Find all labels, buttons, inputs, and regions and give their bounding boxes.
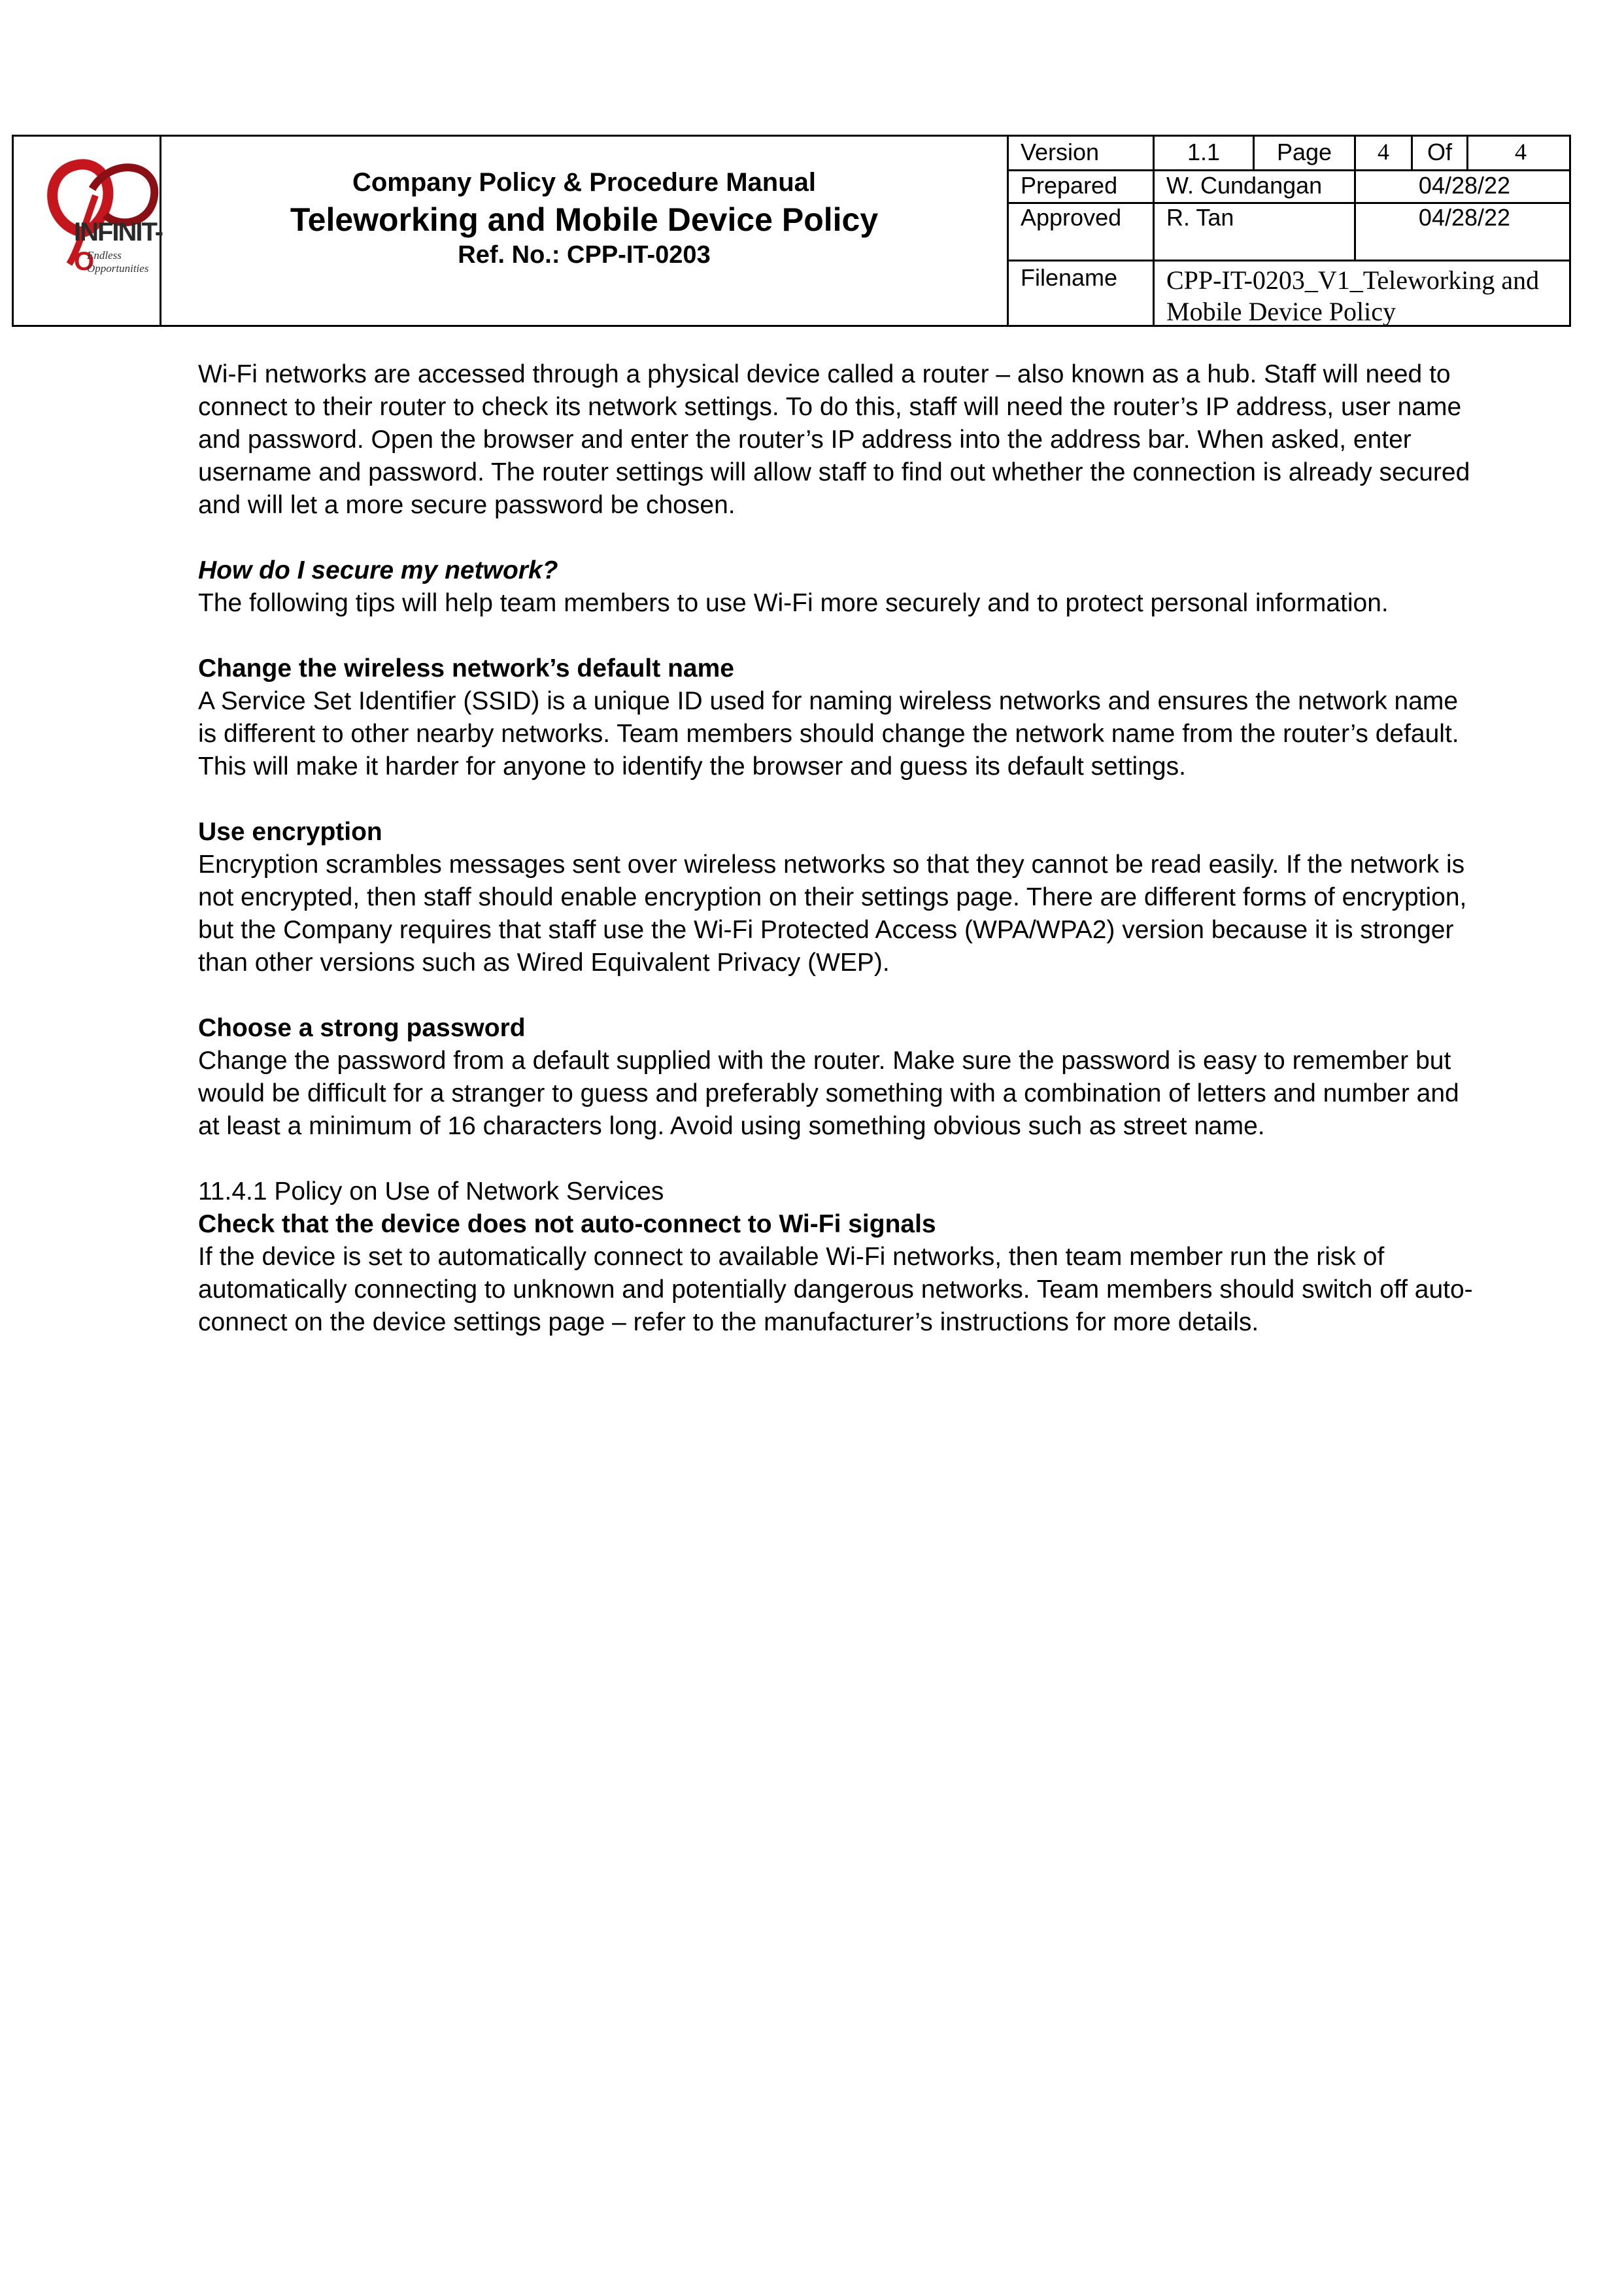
logo-cell bbox=[14, 137, 161, 325]
of-value: 4 bbox=[1515, 139, 1527, 165]
autoconnect-heading: Check that the device does not auto-connect to Wi-Fi signals bbox=[198, 1210, 936, 1238]
password-heading: Choose a strong password bbox=[198, 1014, 526, 1042]
section-number: 11.4.1 Policy on Use of Network Services bbox=[198, 1177, 664, 1206]
password-section bbox=[198, 1012, 1473, 1143]
approved-by: R. Tan bbox=[1166, 205, 1234, 231]
encryption-text: Encryption scrambles messages sent over wireless networks so that they cannot be read easily. If the network is not encrypted, then staff should enable encryption on their settings page. There are different forms of encryption, but the Company requires that staff use the Wi-Fi Protected Access (WPA/WPA2) version because it is stronger than other versions such as Wired Equivalent Privacy (WEP). bbox=[198, 851, 1467, 977]
version-label: Version bbox=[1021, 139, 1100, 165]
ssid-text: A Service Set Identifier (SSID) is a unique ID used for naming wireless networks and ensures the network name is different to other nearby networks. Team members should change the network name from the router’s default. This will make it harder for anyone to identify the browser and guess its default settings. bbox=[198, 687, 1459, 781]
logo-wordmark: INFINIT-O bbox=[74, 218, 163, 276]
of-label: Of bbox=[1427, 139, 1452, 165]
ref-number: Ref. No.: CPP-IT-0203 bbox=[458, 241, 711, 269]
filename-value: CPP-IT-0203_V1_Teleworking and Mobile Device Policy bbox=[1166, 265, 1540, 326]
document-body bbox=[198, 358, 1473, 1372]
prepared-date: 04/28/22 bbox=[1418, 173, 1511, 199]
policy-title: Teleworking and Mobile Device Policy bbox=[290, 201, 879, 238]
document-header bbox=[12, 135, 1571, 327]
page-value: 4 bbox=[1378, 139, 1389, 165]
version-value: 1.1 bbox=[1187, 139, 1221, 165]
prepared-by: W. Cundangan bbox=[1166, 173, 1323, 199]
approved-date: 04/28/22 bbox=[1418, 205, 1511, 231]
secure-heading: How do I secure my network? bbox=[198, 556, 558, 584]
approved-label: Approved bbox=[1021, 205, 1122, 231]
logo-tagline: Endless Opportunities bbox=[87, 249, 149, 275]
page-label: Page bbox=[1276, 139, 1332, 165]
document-meta-table bbox=[1009, 137, 1569, 325]
encryption-section bbox=[198, 816, 1473, 979]
prepared-label: Prepared bbox=[1021, 173, 1118, 199]
secure-text: The following tips will help team members to use Wi-Fi more securely and to protect personal information. bbox=[198, 589, 1389, 617]
ssid-heading: Change the wireless network’s default name bbox=[198, 654, 734, 683]
filename-label: Filename bbox=[1021, 265, 1118, 291]
autoconnect-section bbox=[198, 1175, 1473, 1339]
intro-paragraph: Wi-Fi networks are accessed through a physical device called a router – also known as a hub. Staff will need to connect to their router to check its network settings. To do this, staff will need the router’s IP address, user name and password. Open the browser and enter the router’s IP address into the address bar. When asked, enter username and password. The router settings will allow staff to find out whether the connection is already secured and will let a more secure password be chosen. bbox=[198, 360, 1470, 519]
password-text: Change the password from a default supplied with the router. Make sure the password is easy to remember but would be difficult for a stranger to guess and preferably something with a combination of letters and number and at least a minimum of 16 characters long. Avoid using something obvious such as street name. bbox=[198, 1047, 1459, 1140]
autoconnect-text: If the device is set to automatically connect to available Wi-Fi networks, then team member run the risk of automatically connecting to unknown and potentially dangerous networks. Team members should switch off auto-connect on the device settings page – refer to the manufacturer’s instructions for more details. bbox=[198, 1243, 1473, 1336]
secure-section bbox=[198, 554, 1473, 620]
title-cell bbox=[161, 137, 1009, 325]
manual-title: Company Policy & Procedure Manual bbox=[352, 168, 817, 197]
encryption-heading: Use encryption bbox=[198, 818, 382, 846]
ssid-section bbox=[198, 652, 1473, 783]
